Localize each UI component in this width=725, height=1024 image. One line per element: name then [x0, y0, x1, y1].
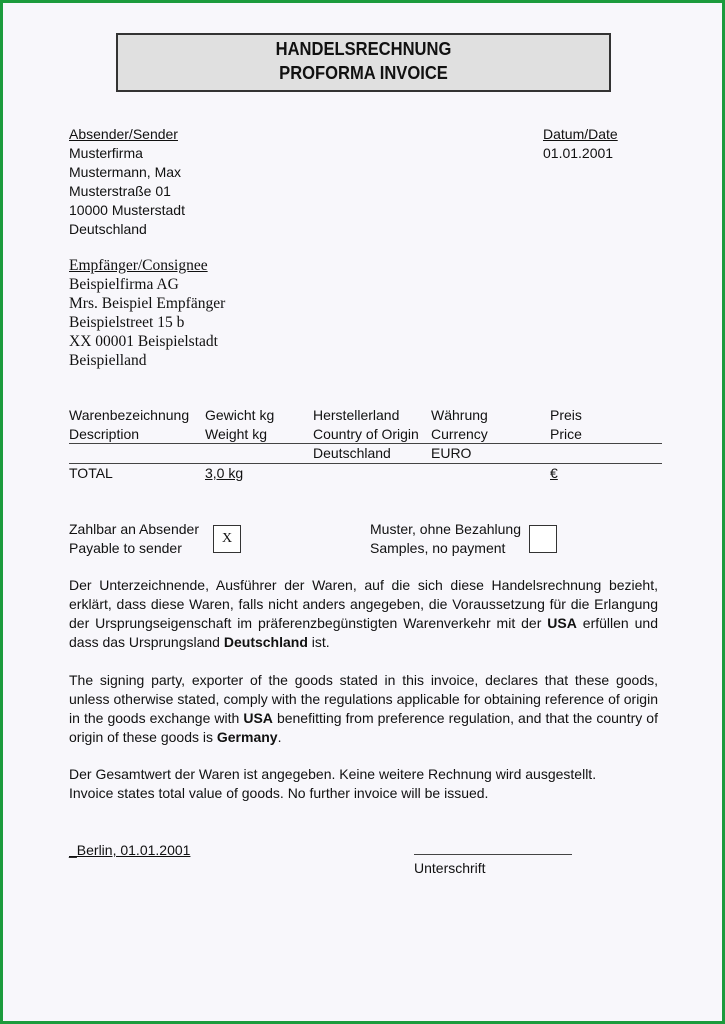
total-weight: 3,0 kg [205, 465, 244, 481]
place-and-date: _Berlin, 01.01.2001 [69, 842, 191, 858]
cell-currency: EURO [431, 445, 472, 461]
consignee-line: XX 00001 Beispielstadt [69, 333, 218, 350]
sender-line: Musterfirma [69, 145, 143, 161]
total-label: TOTAL [69, 465, 113, 481]
document-title [116, 33, 611, 92]
payable-to-sender-checkbox[interactable]: X [213, 525, 241, 553]
title-line-en: PROFORMA INVOICE [279, 63, 448, 83]
destination-country: USA [243, 710, 273, 726]
destination-country: USA [547, 615, 577, 631]
declaration-english: The signing party, exporter of the goods stated in this invoice, declares that these goods, unless otherwise stated, comply with the regulations applicable for obtaining reference of origin in the goods exchange with USA benefitting from preference regulation, and that the country of origin of these goods is Germany. [69, 672, 658, 745]
cell-country: Deutschland [313, 445, 391, 461]
origin-country: Deutschland [223, 634, 308, 650]
origin-country: Germany [216, 729, 278, 745]
title-line-de: HANDELSRECHNUNG [275, 39, 452, 59]
samples-no-payment-label: Muster, ohne Bezahlung Samples, no payment [370, 521, 521, 556]
date-block [543, 125, 618, 163]
sender-line: Musterstraße 01 [69, 183, 171, 199]
sender-line: Mustermann, Max [69, 164, 182, 180]
payable-to-sender-label: Zahlbar an Absender Payable to sender [69, 521, 199, 556]
date-value: 01.01.2001 [543, 145, 614, 161]
consignee-block [69, 256, 225, 370]
declaration-german: Der Unterzeichnende, Ausführer der Waren, auf die sich diese Handelsrechnung bezieht, erklärt, dass diese Waren, falls nicht anders angegeben, die Voraussetzung für die Erlangung der Ursprungseigenschaft im präferenzbegünstigten Warenverkehr mit der USA erfüllen und dass das Ursprungsland Deutschland ist. [69, 577, 658, 650]
header-currency: Währung Currency [431, 407, 488, 442]
header-description: Warenbezeichnung Description [69, 407, 190, 442]
header-price: Preis Price [550, 407, 582, 442]
consignee-label: Empfänger/Consignee [69, 257, 208, 274]
consignee-line: Beispielfirma AG [69, 276, 179, 293]
consignee-line: Mrs. Beispiel Empfänger [69, 295, 226, 312]
table-divider [69, 463, 662, 464]
signature-label: Unterschrift [414, 860, 486, 876]
samples-no-payment-checkbox[interactable] [529, 525, 557, 553]
sender-line: Deutschland [69, 221, 147, 237]
sender-line: 10000 Musterstadt [69, 202, 185, 218]
signature-line [414, 854, 572, 855]
total-value-english: Invoice states total value of goods. No further invoice will be issued. [69, 785, 489, 801]
header-country-of-origin: Herstellerland Country of Origin [313, 407, 419, 442]
consignee-line: Beispielland [69, 352, 147, 369]
total-value-german: Der Gesamtwert der Waren ist angegeben. Keine weitere Rechnung wird ausgestellt. [69, 766, 597, 782]
sender-block [69, 125, 185, 239]
total-value-statement [69, 765, 596, 803]
header-weight: Gewicht kg Weight kg [205, 407, 275, 442]
consignee-line: Beispielstreet 15 b [69, 314, 185, 331]
date-label: Datum/Date [543, 126, 618, 142]
sender-label: Absender/Sender [69, 126, 178, 142]
total-price: € [550, 465, 558, 481]
